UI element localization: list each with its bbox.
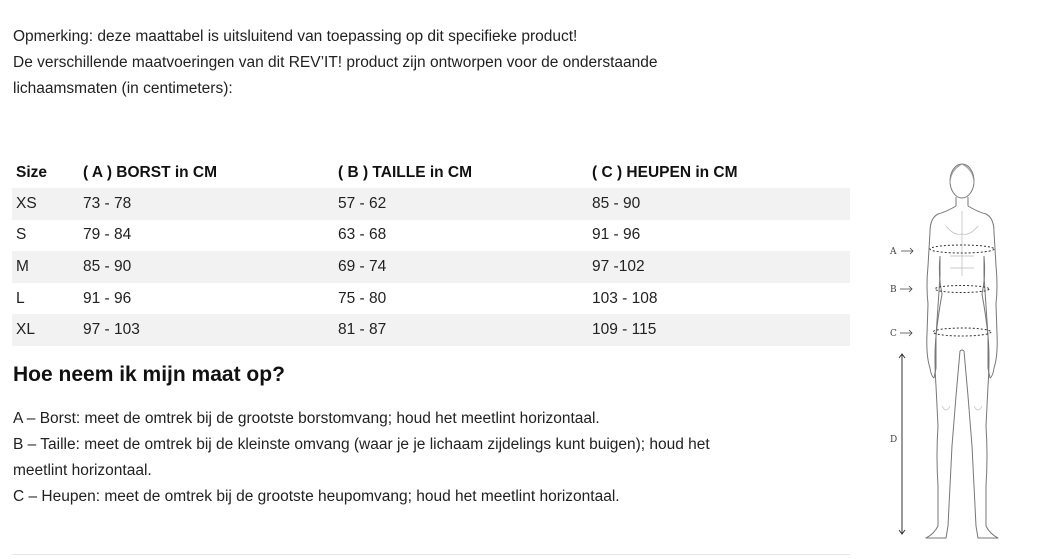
- header-borst: ( A ) BORST in CM: [83, 163, 218, 181]
- cell-borst: 73 - 78: [79, 188, 334, 220]
- cell-heupen: 97 -102: [588, 251, 850, 283]
- intro-line-2: De verschillende maatvoeringen van dit REV’IT! product zijn ontworpen voor de onderstaande: [13, 54, 658, 71]
- intro-line-3: lichaamsmaten (in centimeters):: [13, 80, 233, 97]
- label-a: A: [890, 247, 897, 257]
- body-detail-lines: [942, 211, 982, 410]
- cell-taille: 69 - 74: [334, 251, 588, 283]
- size-table: [12, 157, 850, 346]
- howto-heading: Hoe neem ik mijn maat op?: [13, 363, 285, 386]
- cell-borst: 85 - 90: [79, 251, 334, 283]
- header-heupen: ( C ) HEUPEN in CM: [592, 163, 738, 181]
- instruction-c: C – Heupen: meet de omtrek bij de grootste heupomvang; houd het meetlint horizontaal.: [13, 488, 620, 505]
- label-d: D: [890, 435, 898, 445]
- body-measurement-figure: [880, 156, 1040, 556]
- header-size: Size: [16, 163, 48, 181]
- measurement-lines: [899, 245, 994, 534]
- table-row: [12, 283, 850, 315]
- waist-measure-line: [935, 286, 989, 293]
- measurement-instructions: [13, 406, 813, 510]
- cell-taille: 57 - 62: [334, 188, 588, 220]
- table-header-row: [12, 157, 850, 188]
- cell-heupen: 85 - 90: [588, 188, 850, 220]
- bottom-divider: [13, 554, 850, 555]
- label-c: C: [890, 329, 897, 339]
- instruction-a: A – Borst: meet de omtrek bij de grootste borstomvang; houd het meetlint horizontaal.: [13, 410, 600, 427]
- label-b: B: [890, 285, 897, 295]
- inseam-measure-line: [899, 354, 905, 534]
- hip-measure-line: [933, 328, 991, 336]
- cell-borst: 97 - 103: [79, 314, 334, 346]
- cell-size: M: [12, 251, 79, 283]
- instruction-b-line-1: B – Taille: meet de omtrek bij de kleinste omvang (waar je je lichaam zijdelings kunt buigen); houd het: [13, 436, 710, 453]
- cell-heupen: 91 - 96: [592, 226, 641, 244]
- cell-taille: 81 - 87: [334, 314, 588, 346]
- table-row: [12, 188, 850, 220]
- table-row: [12, 251, 850, 283]
- instruction-b-line-2: meetlint horizontaal.: [13, 462, 152, 479]
- cell-taille: 63 - 68: [338, 226, 387, 244]
- cell-taille: 75 - 80: [338, 289, 387, 307]
- cell-heupen: 109 - 115: [588, 314, 850, 346]
- table-row: [12, 314, 850, 346]
- cell-size: S: [16, 226, 27, 244]
- cell-size: L: [16, 289, 25, 307]
- cell-borst: 79 - 84: [83, 226, 132, 244]
- intro-line-1: Opmerking: deze maattabel is uitsluitend van toepassing op dit specifieke product!: [13, 28, 578, 45]
- header-taille: ( B ) TAILLE in CM: [338, 163, 473, 181]
- cell-size: XL: [12, 314, 79, 346]
- table-row: [12, 220, 850, 252]
- cell-heupen: 103 - 108: [592, 289, 658, 307]
- label-arrows: [900, 248, 913, 336]
- intro-text: [13, 24, 813, 102]
- cell-borst: 91 - 96: [83, 289, 132, 307]
- cell-size: XS: [12, 188, 79, 220]
